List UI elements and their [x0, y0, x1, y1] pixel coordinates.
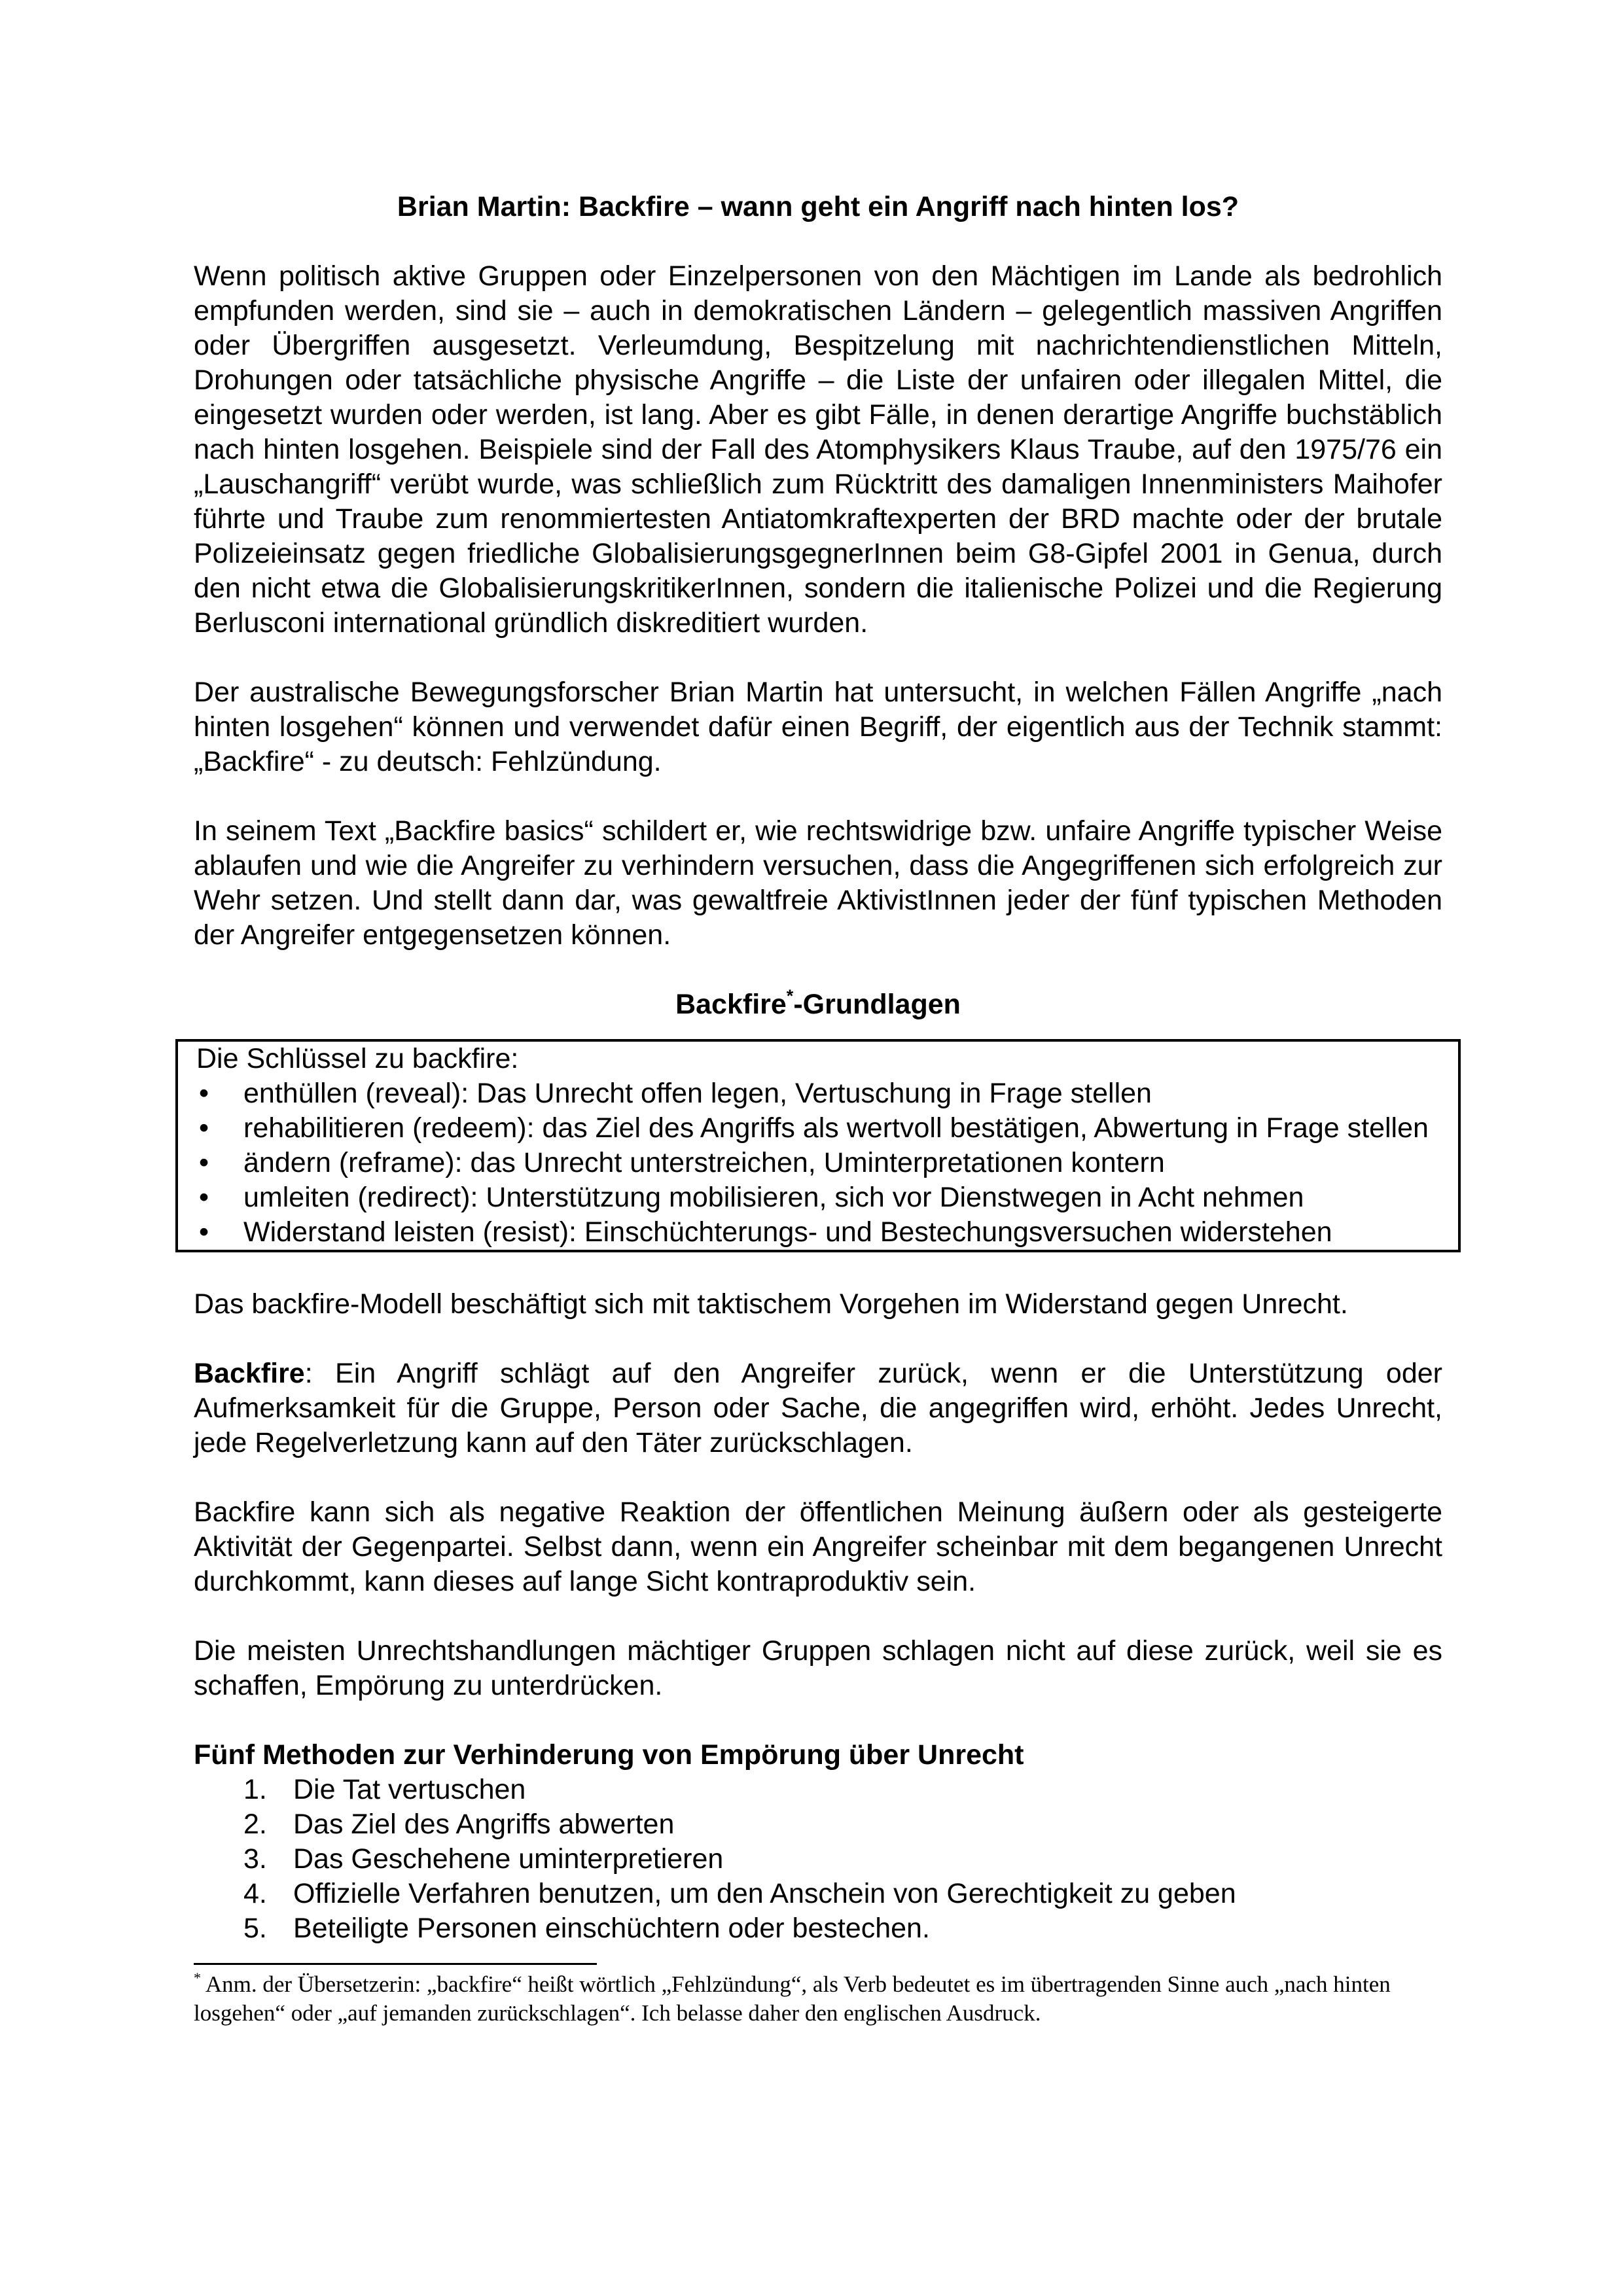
footnote-marker: *: [194, 1969, 201, 1986]
method-number: 5.: [243, 1913, 267, 1944]
after-paragraph-1: Backfire kann sich als negative Reaktion der öffentlichen Meinung äußern oder als gesteigerte Aktivität der Gegenpartei. Selbst dann, wenn ein Angreifer scheinbar mit dem begangenen Unrecht durchkommt, kann dieses auf lange Sicht kontraproduktiv sein.: [194, 1496, 1442, 1597]
methods-list-item: [194, 1773, 1442, 1807]
method-number: 1.: [243, 1774, 267, 1805]
after-paragraph-2: Die meisten Unrechtshandlungen mächtiger Gruppen schlagen nicht auf diese zurück, weil sie es schaffen, Empörung zu unterdrücken.: [194, 1635, 1442, 1701]
method-text: Das Geschehene uminterpretieren: [293, 1843, 724, 1875]
method-text: Das Ziel des Angriffs abwerten: [293, 1809, 675, 1840]
methods-list-item: [194, 1842, 1442, 1877]
bullet-icon: •: [199, 1112, 209, 1144]
methods-list: [194, 1773, 1442, 1946]
backfire-definition: [194, 1356, 1442, 1460]
bullet-icon: •: [199, 1078, 209, 1109]
method-number: 2.: [243, 1809, 267, 1840]
methods-heading: Fünf Methoden zur Verhinderung von Empörung über Unrecht: [194, 1739, 1024, 1771]
keys-list-item: [196, 1076, 1458, 1111]
footnote-divider: [194, 1963, 597, 1965]
intro-paragraph-3: In seinem Text „Backfire basics“ schildert er, wie rechtswidrige bzw. unfaire Angriffe typischer Weise ablaufen und wie die Angreifer zu verhindern versuchen, dass die Angegriffenen sich erfolgreich zur Wehr setzen. Und stellt dann dar, was gewaltfreie AktivistInnen jeder der fünf typischen Methoden der Angreifer entgegensetzen können.: [194, 815, 1442, 951]
keys-item-text: rehabilitieren (redeem): das Ziel des Angriffs als wertvoll bestätigen, Abwertung in Frage stellen: [243, 1112, 1429, 1144]
keys-box-title: Die Schlüssel zu backfire:: [196, 1043, 519, 1074]
section-heading-word: Backfire: [675, 989, 787, 1020]
keys-list-item: [196, 1215, 1458, 1250]
bullet-icon: •: [199, 1216, 209, 1248]
method-number: 4.: [243, 1878, 267, 1909]
keys-list-item: [196, 1180, 1458, 1215]
document-title: Brian Martin: Backfire – wann geht ein Angriff nach hinten los?: [397, 191, 1240, 222]
backfire-term: Backfire: [194, 1358, 305, 1389]
backfire-definition-text: : Ein Angriff schlägt auf den Angreifer zurück, wenn er die Unterstützung oder Aufmerksamkeit für die Gruppe, Person oder Sache, die angegriffen wird, erhöht. Jedes Unrecht, jede Regelverletzung kann auf den Täter zurückschlagen.: [194, 1358, 1442, 1458]
model-sentence: Das backfire-Modell beschäftigt sich mit taktischem Vorgehen im Widerstand gegen Unrecht.: [194, 1288, 1348, 1320]
bullet-icon: •: [199, 1147, 209, 1178]
methods-list-item: [194, 1807, 1442, 1842]
bullet-icon: •: [199, 1182, 209, 1213]
footnote: [194, 1970, 1442, 2028]
intro-paragraph-1: Wenn politisch aktive Gruppen oder Einzelpersonen von den Mächtigen im Lande als bedrohlich empfunden werden, sind sie – auch in demokratischen Ländern – gelegentlich massiven Angriffen oder Übergriffen ausgesetzt. Verleumdung, Bespitzelung mit nachrichtendienstlichen Mitteln, Drohungen oder tatsächliche physische Angriffe – die Liste der unfairen oder illegalen Mittel, die eingesetzt wurden oder werden, ist lang. Aber es gibt Fälle, in denen derartige Angriffe buchstäblich nach hinten losgehen. Beispiele sind der Fall des Atomphysikers Klaus Traube, auf den 1975/76 ein „Lauschangriff“ verübt wurde, was schließlich zum Rücktritt des damaligen Innenministers Maihofer führte und Traube zum renommiertesten Antiatomkraftexperten der BRD machte oder der brutale Polizeieinsatz gegen friedliche GlobalisierungsgegnerInnen beim G8-Gipfel 2001 in Genua, durch den nicht etwa die GlobalisierungskritikerInnen, sondern die italienische Polizei und die Regierung Berlusconi international gründlich diskreditiert wurden.: [194, 260, 1442, 639]
method-number: 3.: [243, 1843, 267, 1875]
footnote-text: Anm. der Übersetzerin: „backfire“ heißt wörtlich „Fehlzündung“, als Verb bedeutet es im übertragenden Sinne auch „nach hinten losgehen“ oder „auf jemanden zurückschlagen“. Ich belasse daher den englischen Ausdruck.: [194, 1971, 1391, 2026]
keys-item-text: Widerstand leisten (resist): Einschüchterungs- und Bestechungsversuchen widerstehen: [243, 1216, 1332, 1248]
keys-list-item: [196, 1111, 1458, 1146]
section-heading-suffix: -Grundlagen: [793, 989, 961, 1020]
keys-item-text: enthüllen (reveal): Das Unrecht offen legen, Vertuschung in Frage stellen: [243, 1078, 1152, 1109]
method-text: Beteiligte Personen einschüchtern oder bestechen.: [293, 1913, 930, 1944]
footnote-marker: *: [786, 986, 794, 1006]
keys-item-text: ändern (reframe): das Unrecht unterstreichen, Uminterpretationen kontern: [243, 1147, 1165, 1178]
method-text: Die Tat vertuschen: [293, 1774, 526, 1805]
methods-list-item: [194, 1911, 1442, 1946]
keys-list-item: [196, 1146, 1458, 1180]
section-heading: [194, 987, 1442, 1022]
keys-item-text: umleiten (redirect): Unterstützung mobilisieren, sich vor Dienstwegen in Acht nehmen: [243, 1182, 1304, 1213]
keys-list: [196, 1076, 1458, 1250]
methods-list-item: [194, 1877, 1442, 1911]
keys-box: [175, 1039, 1461, 1252]
method-text: Offizielle Verfahren benutzen, um den Anschein von Gerechtigkeit zu geben: [293, 1878, 1236, 1909]
document-page: [194, 190, 1442, 2028]
intro-paragraph-2: Der australische Bewegungsforscher Brian Martin hat untersucht, in welchen Fällen Angriffe „nach hinten losgehen“ können und verwendet dafür einen Begriff, der eigentlich aus der Technik stammt: „Backfire“ - zu deutsch: Fehlzündung.: [194, 677, 1442, 777]
